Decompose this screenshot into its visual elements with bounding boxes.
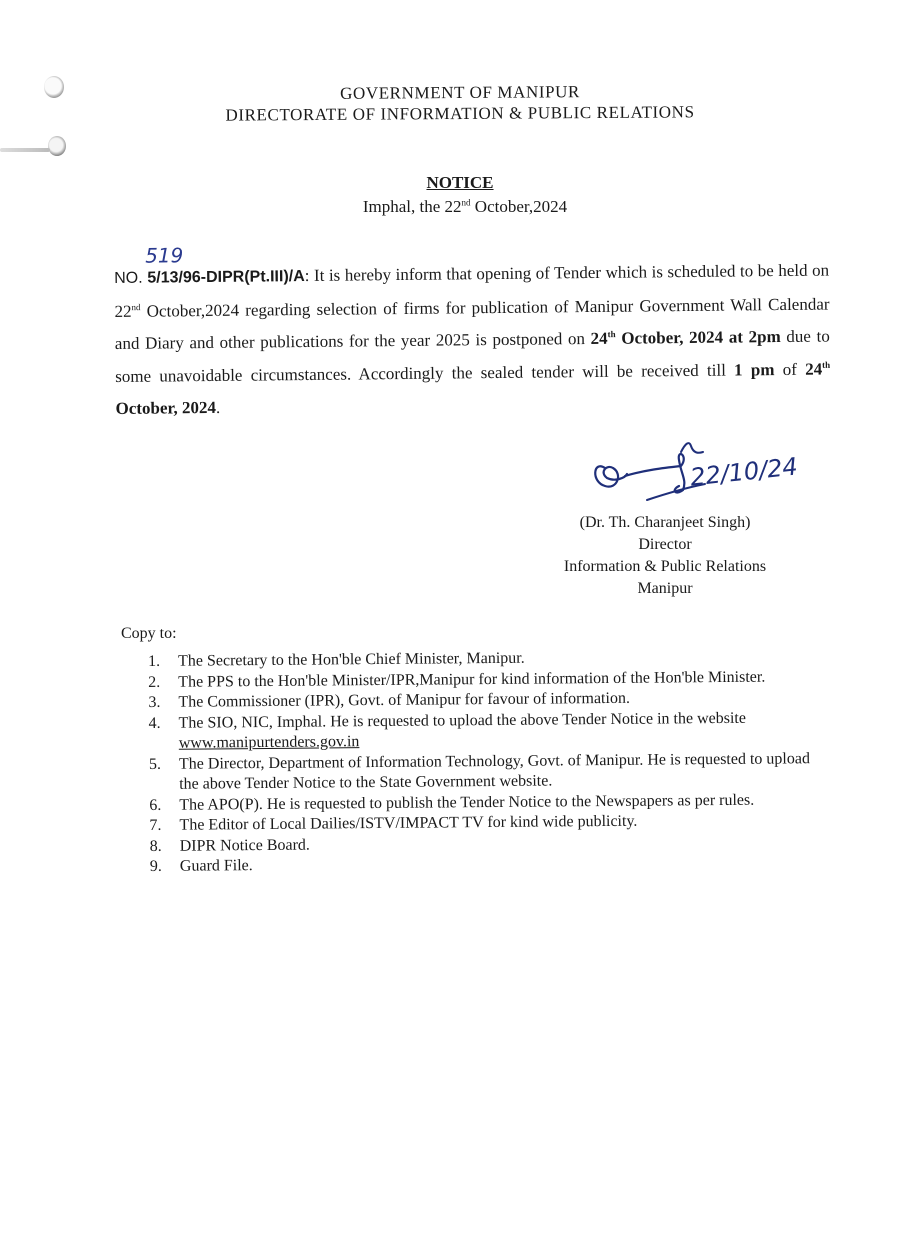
signatory-name: (Dr. Th. Charanjeet Singh) [579,514,751,531]
signatory-office: Information & Public Relations [563,558,767,575]
tenders-website-link[interactable]: www.manipurtenders.gov.in [178,733,360,752]
punch-hole-top [44,76,64,98]
list-item: 6. The APO(P). He is requested to publish the Tender Notice to the Newspapers as per rules. [149,791,755,814]
header-government: GOVERNMENT OF MANIPUR [339,82,581,103]
header-directorate: DIRECTORATE OF INFORMATION & PUBLIC RELATIONS [225,102,695,125]
list-item: 1. The Secretary to the Hon'ble Chief Minister, Manipur. [148,649,525,670]
notice-body: NO. 5/13/96-DIPR(Pt.III)/A 519 : It is hereby inform that opening of Tender which is scheduled to be held on 22nd October,2024 regarding selection of firms for publication of Manipur Government Wall Calendar and Diary and other publications for the year 2025 is postponed on 24th October, 2024 at 2pm due to some unavoidable circumstances. Accordingly the sealed tender will be received till 1 pm of 24th October, 2024. [114,255,831,426]
signatory-place: Manipur [637,580,693,597]
reference-number: 5/13/96-DIPR(Pt.III)/A [147,268,305,287]
signature-date: 22/10/24 [688,452,799,492]
list-item: 5. The Director, Department of Information Technology, Govt. of Manipur. He is requested to upload the above Tender Notice to the State Government website. [148,749,810,793]
signatory-designation: Director [638,536,692,553]
punch-hole-bottom [48,136,66,156]
list-item: 4. The SIO, NIC, Imphal. He is requested to upload the above Tender Notice in the website www.manipurtenders.gov.in [148,709,746,752]
copy-to-label: Copy to: [121,625,177,642]
notice-date: Imphal, the 22nd October,2024 [362,197,568,216]
list-item: 2. The PPS to the Hon'ble Minister/IPR,Manipur for kind information of the Hon'ble Minister. [148,668,766,691]
copy-to-list [148,646,830,877]
reference-number-wrapper [144,243,305,295]
paper-edge-mark [0,148,50,152]
list-item: 3. The Commissioner (IPR), Govt. of Manipur for favour of information. [148,689,630,711]
signatory-block [530,512,800,600]
list-item: 7. The Editor of Local Dailies/ISTV/IMPACT TV for kind wide publicity. [149,812,638,834]
list-item: 8. DIPR Notice Board. [149,836,310,855]
handwritten-reference-number: 519 [144,243,184,268]
list-item: 9. Guard File. [149,857,253,875]
reference-prefix: NO. [114,269,148,287]
notice-title: NOTICE [426,173,494,192]
